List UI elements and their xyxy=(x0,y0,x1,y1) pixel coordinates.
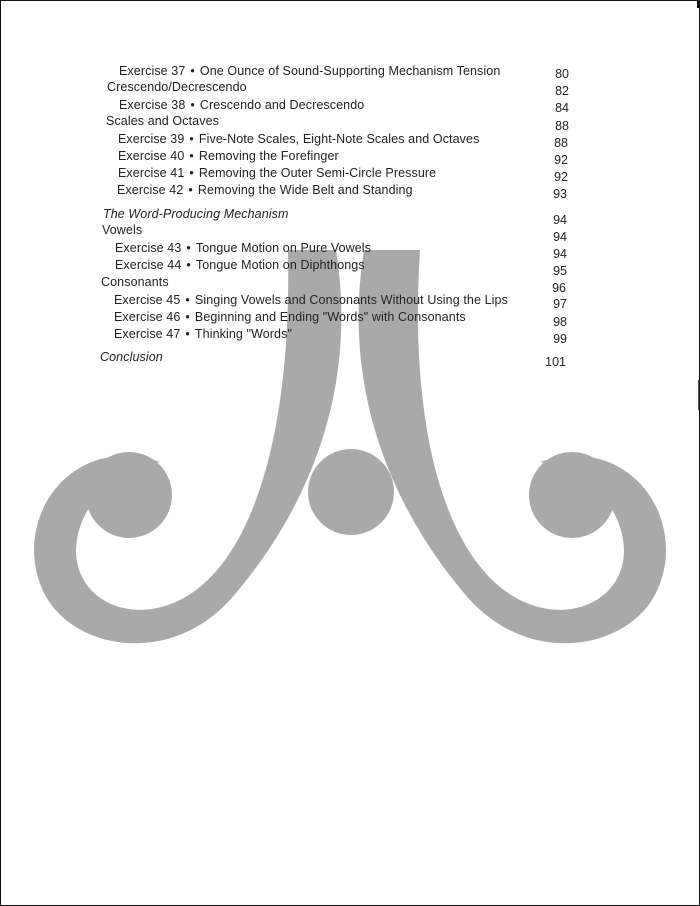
toc-entry-exercise-37: Exercise 37 • One Ounce of Sound-Supporting Mechanism Tension xyxy=(119,64,501,78)
toc-entry-exercise-44: Exercise 44 • Tongue Motion on Diphthongs xyxy=(115,258,365,272)
exercise-number: Exercise 46 xyxy=(114,310,181,324)
exercise-number: Exercise 37 xyxy=(119,64,186,78)
page-number: 101 xyxy=(545,355,566,369)
chapter-title: The Word-Producing Mechanism xyxy=(103,207,289,221)
page-number: 84 xyxy=(555,101,569,115)
toc-entry-exercise-40: Exercise 40 • Removing the Forefinger xyxy=(118,149,339,163)
page-number: 98 xyxy=(553,315,567,329)
exercise-title: Removing the Outer Semi-Circle Pressure xyxy=(198,166,437,180)
page-number: 92 xyxy=(554,170,568,184)
exercise-title: Removing the Forefinger xyxy=(198,149,339,163)
toc-entry-exercise-39: Exercise 39 • Five-Note Scales, Eight-Note Scales and Octaves xyxy=(118,132,480,146)
exercise-number: Exercise 44 xyxy=(115,258,182,272)
section-title: Consonants xyxy=(101,275,169,289)
toc-section-scales xyxy=(106,113,219,129)
chapter-title: Conclusion xyxy=(100,350,163,364)
exercise-number: Exercise 43 xyxy=(115,241,182,255)
page-number: 88 xyxy=(555,119,569,133)
page-number: 93 xyxy=(553,187,567,201)
exercise-number: Exercise 47 xyxy=(114,327,181,341)
exercise-number: Exercise 39 xyxy=(118,132,185,146)
section-title: Crescendo/Decrescendo xyxy=(107,80,247,94)
section-title: Vowels xyxy=(102,223,143,237)
page-number: 88 xyxy=(554,136,568,150)
page-number: 95 xyxy=(553,264,567,278)
scan-edge-line xyxy=(698,380,699,410)
exercise-title: Beginning and Ending "Words" with Consonants xyxy=(194,310,466,324)
section-title: Scales and Octaves xyxy=(106,114,219,128)
toc-entry-exercise-41: Exercise 41 • Removing the Outer Semi-Circle Pressure xyxy=(118,166,437,180)
exercise-title: Singing Vowels and Consonants Without Using the Lips xyxy=(194,293,508,307)
page-number: 80 xyxy=(555,67,569,81)
toc-section-consonants xyxy=(101,274,169,290)
page-number: 94 xyxy=(553,230,567,244)
toc-chapter-word-producing xyxy=(103,206,289,222)
exercise-number: Exercise 40 xyxy=(118,149,185,163)
page-number: 96 xyxy=(552,281,566,295)
toc-entry-exercise-46: Exercise 46 • Beginning and Ending "Words" with Consonants xyxy=(114,310,466,324)
page-number: 82 xyxy=(555,84,569,98)
exercise-title: Tongue Motion on Pure Vowels xyxy=(195,241,372,255)
toc-chapter-conclusion xyxy=(100,349,163,365)
exercise-title: One Ounce of Sound-Supporting Mechanism Tension xyxy=(199,64,501,78)
exercise-title: Thinking "Words" xyxy=(194,327,292,341)
page-number: 99 xyxy=(553,332,567,346)
exercise-title: Five-Note Scales, Eight-Note Scales and Octaves xyxy=(198,132,480,146)
toc-section-vowels xyxy=(102,222,142,238)
exercise-title: Crescendo and Decrescendo xyxy=(199,98,365,112)
page-number: 97 xyxy=(553,297,567,311)
toc-entry-exercise-42: Exercise 42 • Removing the Wide Belt and Standing xyxy=(117,183,413,197)
page-number: 94 xyxy=(553,213,567,227)
exercise-number: Exercise 45 xyxy=(114,293,181,307)
page-number: 92 xyxy=(554,153,568,167)
exercise-number: Exercise 38 xyxy=(119,98,186,112)
exercise-number: Exercise 42 xyxy=(117,183,184,197)
exercise-number: Exercise 41 xyxy=(118,166,185,180)
toc-entry-exercise-47: Exercise 47 • Thinking "Words" xyxy=(114,327,292,341)
toc-section-crescendo xyxy=(107,79,247,95)
toc-entry-exercise-43: Exercise 43 • Tongue Motion on Pure Vowels xyxy=(115,241,372,255)
toc-entry-exercise-45: Exercise 45 • Singing Vowels and Consonants Without Using the Lips xyxy=(114,293,508,307)
exercise-title: Tongue Motion on Diphthongs xyxy=(195,258,365,272)
exercise-title: Removing the Wide Belt and Standing xyxy=(197,183,413,197)
page-number: 94 xyxy=(553,247,567,261)
toc-entry-exercise-38: Exercise 38 • Crescendo and Decrescendo xyxy=(119,98,365,112)
